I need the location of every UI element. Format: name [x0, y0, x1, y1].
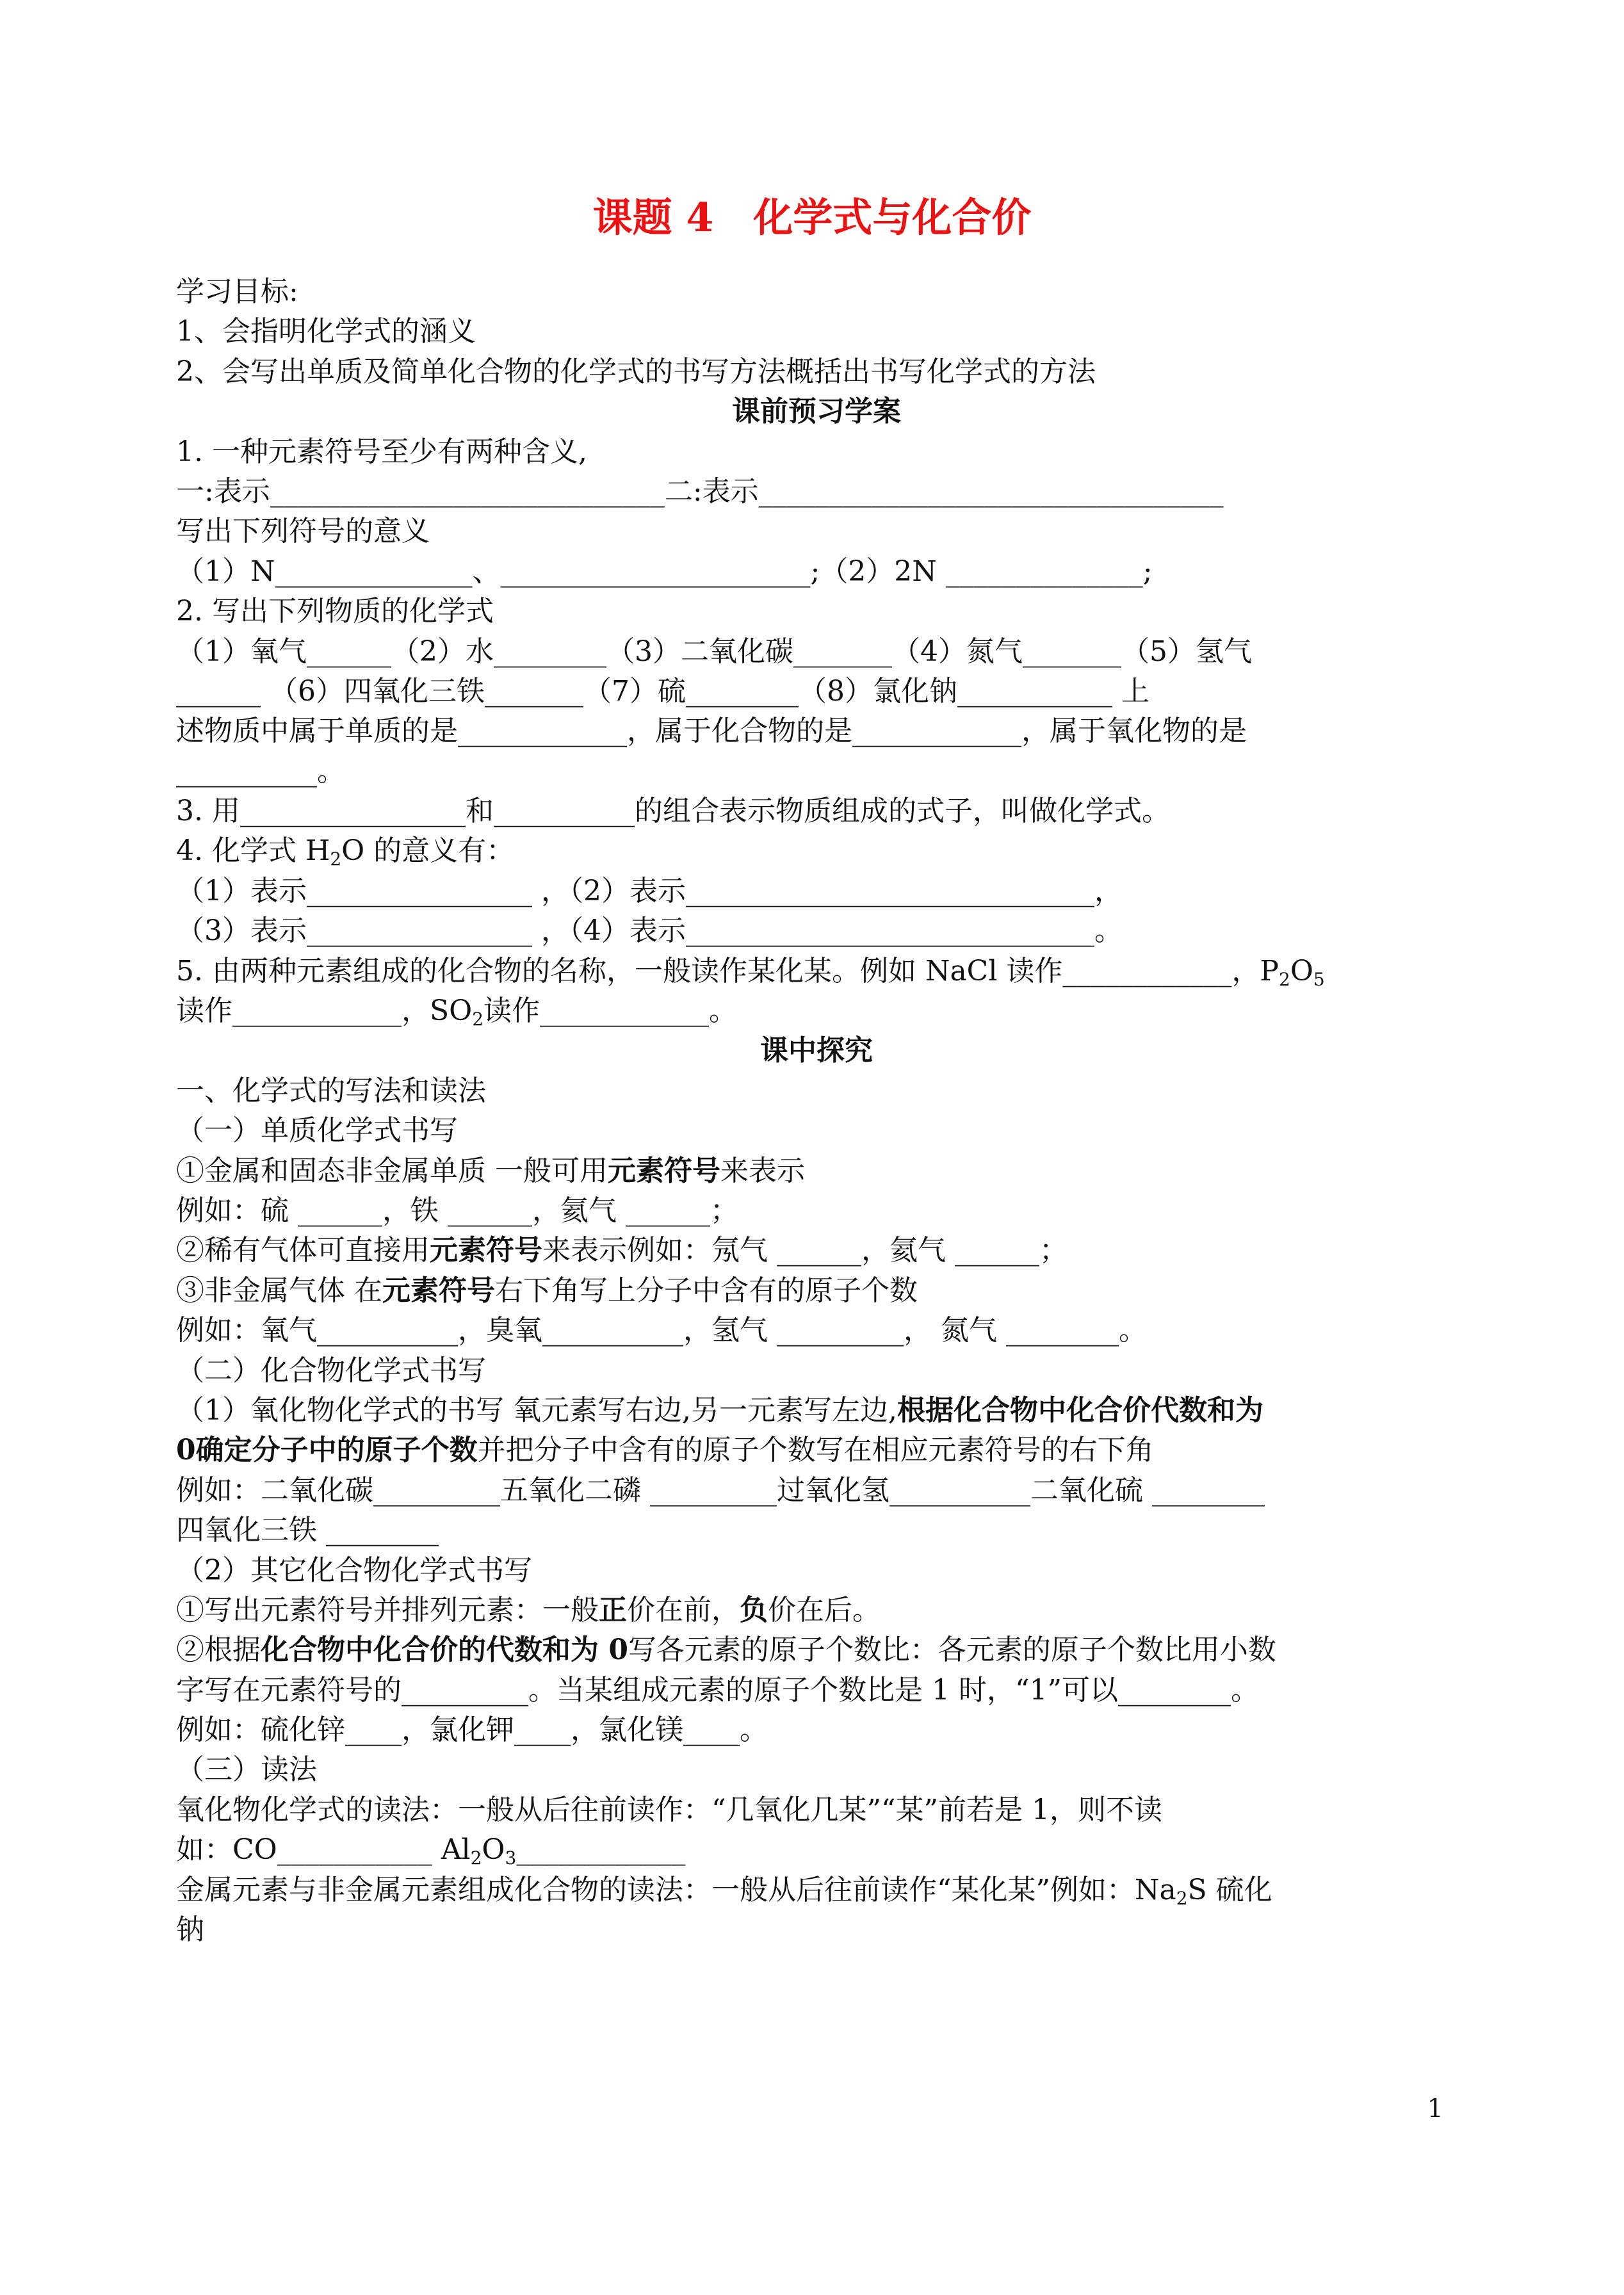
oxide-rule-line-2: [176, 1431, 1457, 1470]
question-4-subscript: 2: [330, 848, 342, 870]
oxide-reading-text-a: 如：CO___________ Al: [176, 1833, 471, 1867]
question-2: 2. 写出下列物质的化学式: [176, 595, 494, 628]
rule-order-bold-negative: 负: [740, 1593, 768, 1626]
oxide-rule-text-2: 并把分子中含有的原子个数写在相应元素符号的右下角: [477, 1434, 1154, 1467]
question-3: 3. 用________________和__________的组合表示物质组成的式子，叫做化学式。: [176, 795, 1170, 828]
question-5-read-b: 读作____________。: [483, 994, 738, 1028]
rule-ratio-line-1: [176, 1630, 1457, 1670]
goal-1: 1、会指明化学式的涵义: [176, 315, 476, 348]
example-gases: 例如：氧气__________，臭氧__________，氢气 _________， 氮气 ________。: [176, 1314, 1147, 1347]
question-4-line-1: （1）表示________________ ，（2）表示_____________________________，: [176, 874, 1123, 907]
question-5-text-a: 5. 由两种元素组成的化合物的名称，一般读作某化某。例如 NaCl 读作____________，P: [176, 954, 1279, 987]
rule-order-text-b: 价在前，: [627, 1593, 740, 1626]
question-1-blanks: 一:表示____________________________二:表示_________________________________: [176, 474, 1224, 508]
oxide-reading-text-b: O: [482, 1833, 505, 1867]
question-4-line-2: （3）表示________________ ，（4）表示_____________________________。: [176, 914, 1123, 948]
subpart-2-heading: （二）化合物化学式书写: [176, 1354, 486, 1387]
metal-nonmetal-subscript: 2: [1176, 1887, 1188, 1909]
part-1-heading: 一、化学式的写法和读法: [176, 1074, 486, 1107]
oxide-rule-bold: 根据化合物中化合价代数和为: [897, 1393, 1263, 1427]
oxide-reading-text-c: ____________: [516, 1833, 686, 1867]
question-4: [176, 831, 1457, 871]
symbol-meaning-prompt: 写出下列符号的意义: [176, 515, 430, 548]
rule-ratio-text-a: ②根据: [176, 1634, 261, 1667]
rule-metals-text-a: ①金属和固态非金属单质 一般可用: [176, 1154, 608, 1187]
rule-nonmetal-gases-text-b: 右下角写上分子中含有的原子个数: [495, 1274, 918, 1307]
example-metals: 例如：硫 ______，铁 ______，氦气 ______；: [176, 1194, 738, 1227]
rule-order-bold-positive: 正: [599, 1593, 627, 1626]
rule-metals: [176, 1151, 1457, 1191]
oxide-rule-line-1: [176, 1391, 1457, 1431]
question-5-line-1: [176, 952, 1457, 991]
question-5-subscript-2: 5: [1313, 968, 1325, 990]
oxide-rule-text: （1）氧化物化学式的书写 氧元素写右边,另一元素写左边,: [176, 1393, 897, 1427]
question-5-text-b: O: [1290, 954, 1313, 987]
question-5-line-2: [176, 991, 1457, 1031]
question-1: 1. 一种元素符号至少有两种含义,: [176, 435, 587, 468]
learning-goals-heading: 学习目标:: [176, 275, 298, 308]
oxide-rule-bold-2: 0确定分子中的原子个数: [176, 1434, 478, 1467]
rule-metals-text-b: 来表示: [720, 1154, 805, 1187]
rule-nonmetal-gases-bold: 元素符号: [382, 1274, 495, 1307]
rule-ratio-bold: 化合物中化合价的代数和为 0: [261, 1634, 628, 1667]
page-number: 1: [1427, 2094, 1443, 2123]
rule-noble-gases-text-b: 来表示例如：氖气 ______，氦气 ______；: [542, 1234, 1068, 1267]
other-compounds-heading: （2）其它化合物化学式书写: [176, 1553, 532, 1587]
rule-noble-gases-bold: 元素符号: [430, 1234, 542, 1267]
rule-order-text-c: 价在后。: [768, 1593, 881, 1626]
question-2-line-3: 述物质中属于单质的是____________，属于化合物的是____________，属于氧化物的是: [176, 715, 1247, 748]
metal-nonmetal-reading-rule: [176, 1870, 1457, 1910]
oxide-reading-examples: [176, 1830, 1457, 1870]
rule-nonmetal-gases: [176, 1271, 1457, 1311]
rule-order-text-a: ①写出元素符号并排列元素：一般: [176, 1593, 599, 1626]
rule-ratio-text-b: 写各元素的原子个数比：各元素的原子个数比用小数: [628, 1634, 1276, 1667]
subpart-3-heading: （三）读法: [176, 1753, 317, 1787]
metal-nonmetal-text-a: 金属元素与非金属元素组成化合物的读法：一般从后往前读作“某化某”例如：Na: [176, 1873, 1176, 1906]
oxide-reading-rule: 氧化物化学式的读法：一般从后往前读作：“几氧化几某”“某”前若是 1，则不读: [176, 1793, 1162, 1826]
metal-nonmetal-text-b: S 硫化: [1187, 1873, 1272, 1906]
question-4-text-b: O 的意义有：: [341, 834, 515, 868]
rule-order: [176, 1591, 1457, 1630]
question-5-read-a: 读作____________，SO: [176, 994, 473, 1028]
question-2-line-4: __________。: [176, 754, 345, 788]
page-title: 课题 4 化学式与化合价: [592, 194, 1032, 241]
section-heading-inquiry: 课中探究: [760, 1034, 873, 1067]
question-2-line-2: ______ （6）四氧化三铁_______（7）硫________（8）氯化钠___________ 上: [176, 674, 1149, 708]
question-5-subscript-1: 2: [1279, 968, 1290, 990]
oxide-examples-1: 例如：二氧化碳_________五氧化二磷 _________过氧化氢__________二氧化硫 ________: [176, 1473, 1265, 1507]
symbol-meaning-blanks: （1）N______________、______________________;（2）2N ______________;: [176, 555, 1153, 588]
oxide-reading-subscript-1: 2: [470, 1847, 482, 1869]
oxide-reading-subscript-2: 3: [505, 1847, 517, 1869]
document-body: [176, 272, 1457, 1950]
rule-noble-gases: [176, 1231, 1457, 1270]
rule-nonmetal-gases-text-a: ③非金属气体 在: [176, 1274, 382, 1307]
metal-nonmetal-reading-rule-end: 钠: [176, 1913, 204, 1947]
goal-2: 2、会写出单质及简单化合物的化学式的书写方法概括出书写化学式的方法: [176, 355, 1096, 388]
compound-examples: 例如：硫化锌____，氯化钾____，氯化镁____。: [176, 1714, 768, 1747]
rule-metals-bold: 元素符号: [608, 1154, 720, 1187]
rule-noble-gases-text-a: ②稀有气体可直接用: [176, 1234, 430, 1267]
question-5-read-subscript: 2: [472, 1009, 484, 1030]
question-2-line-1: （1）氧气______（2）水________（3）二氧化碳_______（4）氮气_______（5）氢气: [176, 635, 1252, 668]
question-4-text-a: 4. 化学式 H: [176, 834, 330, 868]
subpart-1-heading: （一）单质化学式书写: [176, 1114, 458, 1148]
oxide-examples-2: 四氧化三铁 ________: [176, 1514, 439, 1547]
rule-ratio-line-2: 字写在元素符号的_________。当某组成元素的原子个数比是 1 时，“1”可以________。: [176, 1673, 1259, 1707]
section-heading-preview: 课前预习学案: [732, 395, 901, 428]
